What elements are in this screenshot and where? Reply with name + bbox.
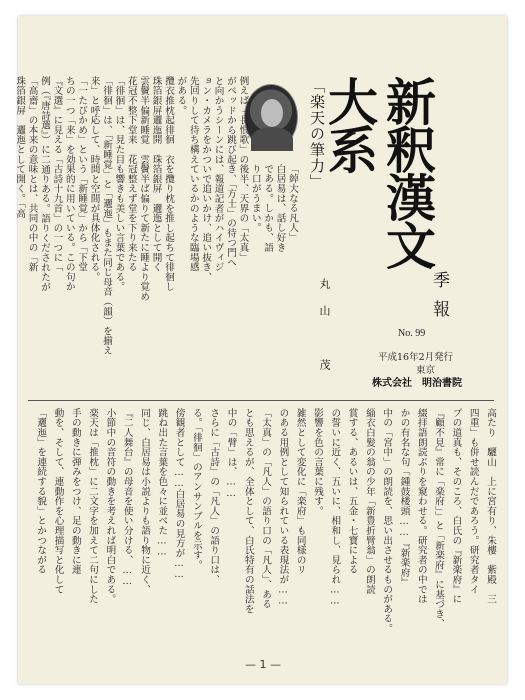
upper-columns-line: がある。 [175,76,187,116]
upper-columns-line: 花冠不整下堂来 花冠整えず堂を下り来たる [125,76,137,272]
article-title: 「楽天の筆力」 [308,78,326,190]
upper-columns-line: 珠箔銀屏 邐迤として開く。「高 [14,76,26,219]
lower-columns-line: 『二人舞台』の母音を使い分ける、…… [121,408,133,588]
article-author: 丸山 茂 [318,278,331,386]
publication-date: 平成16年2月発行 [378,352,454,363]
upper-columns-line: り口がうまい。 [249,164,261,233]
upper-columns-line: である。しかも、語 [262,164,274,253]
upper-columns-line: 来」と呼応して、時間と空間が具体化される。 [88,76,100,282]
upper-columns-line: 「徘徊」は、「新睡覚」と「邐迤」もまた同じ母音（韻）を揃え [101,76,112,356]
lower-columns-line: る。「徘徊」のアンサンブルを示す。 [190,408,202,570]
lower-columns-line: 雑然として変化に「楽府」も同様のリ [294,408,306,575]
issue-number: No. 99 [398,328,426,339]
upper-columns-line: 「徘徊」は、見た目も響きも美しい言葉である。 [113,76,125,292]
author-face [261,99,283,127]
lower-columns-line: かの有名な句「鍾鼓楼頭……『新楽府』 [398,408,410,588]
lower-columns-line: の誓いに近く、五いに、相和し、見られ…… [329,408,341,607]
lower-columns-line: 同じ、白居易は小説よりも語り物に近く、 [139,408,150,595]
upper-columns-line: 白居易は、話し好き [274,164,286,253]
lower-columns-line: 緇衣白髪の翁の少年「新豊折臂翁」の朗読 [363,408,375,595]
masthead-title: 新釈漢文大系 [320,76,436,268]
upper-columns-line: ョン・カメラをかついで追いかけ、追い抜き、 [200,76,212,282]
lower-columns-line: さらに「古詩」の「凡人」の語り口は、 [208,408,220,585]
upper-columns-line: と向かうシーンには、報道記者がハイヴィジ [212,76,224,272]
upper-columns-line: 珠箔銀屏邐迤開 珠箔銀屏 邐迤として開く [150,76,162,272]
author-photo [244,84,298,150]
lower-columns-line: 綴拝語朗読ぶりを窺わせる。研究者の中では [415,408,427,604]
lower-columns-line: 跳ね出た言葉を色々に並べた…… [156,408,168,558]
upper-columns-line: 「一たびかめ」という「新睡覚」から「下堂 [76,76,88,272]
lower-columns-line: 『顧不見』常に「楽府」」と「新楽府』に基づき、 [433,408,445,629]
lower-columns-line: 小節中の音符の動きを考えれば明白である。 [104,408,116,604]
lower-columns-line: 賞する、あるいは、五金・七寶による [346,408,358,575]
masthead-subtitle: 季報 [429,271,449,329]
upper-columns-line: 『文選』に見える「古詩十九首」の一つに「 [51,76,63,272]
upper-columns-line: 「綽大なる凡人」 [287,164,298,243]
lower-columns-line: プの道真も、そのころ、白氏の『新楽府』に [450,408,462,604]
upper-columns-line: ちの一つ「来」を効果的に用いている。この句か [63,76,75,292]
journal-page [14,16,507,684]
publisher-name: 株式会社 明治書院 [372,378,462,389]
lower-columns-line: 「邐迤」を連続する貌」とかつながる [35,408,47,575]
lower-columns-line: 手の動きに弾みをつけ、足の動きに連 [69,408,81,575]
section-divider [28,400,494,401]
upper-columns-line: 雲鬢半偏新睡覚 雲鬢半ば偏りて新たに睡より覚め [138,76,150,302]
publication-place: 東京 [416,365,436,376]
page-number: — 1 — [245,658,281,671]
upper-columns-line: 例（『唐詩選』）に二通りある。語りくだされたが [39,76,50,292]
upper-columns-line: 「高齋」の本来の意味とは、共同の中の「新 [26,76,38,272]
lower-columns-line: とも思えるが、全体として、白氏特有の話法を [242,408,254,614]
author-shoulders [251,127,293,151]
lower-columns-line: 傍観者として……白居易の見方が…… [173,408,185,581]
lower-columns-line: 四重」も併せ読んだであろう。研究者タイ [467,408,479,595]
upper-columns-line: がベッドから跳び起き、「方士」の待つ門へ [225,76,236,268]
upper-columns-line: 先回りして待ち構えているかのような臨場感 [187,76,199,272]
lower-columns-line: のある用例として知られている表現法が…… [277,408,289,607]
lower-columns-line: 中の「宮中」の朗読を、思い出させるものがある。 [381,408,393,634]
lower-columns-line: 動を、そして、連動作を心理描写と化して [52,408,64,595]
upper-columns-line: 攬衣推枕起徘徊 衣を攬り枕を推し起ちて徘徊し [163,76,174,292]
lower-columns-line: 高たり 驪山 上に宮有り、朱樓 紫殿 三 [485,408,496,604]
lower-columns-line: 中の「臂」は、…… [225,408,237,499]
upper-columns-line: 例えば「長恨歌」の後半、天界の「太真」 [237,76,249,263]
lower-columns-line: 「太真」の「凡人」の語り口の「凡人」、ある [260,408,272,609]
lower-columns-line: 楽天は「推枕」に二文字を加えて二句にした [87,408,99,604]
lower-columns-line: 影響を色の言葉に残す。 [312,408,323,516]
